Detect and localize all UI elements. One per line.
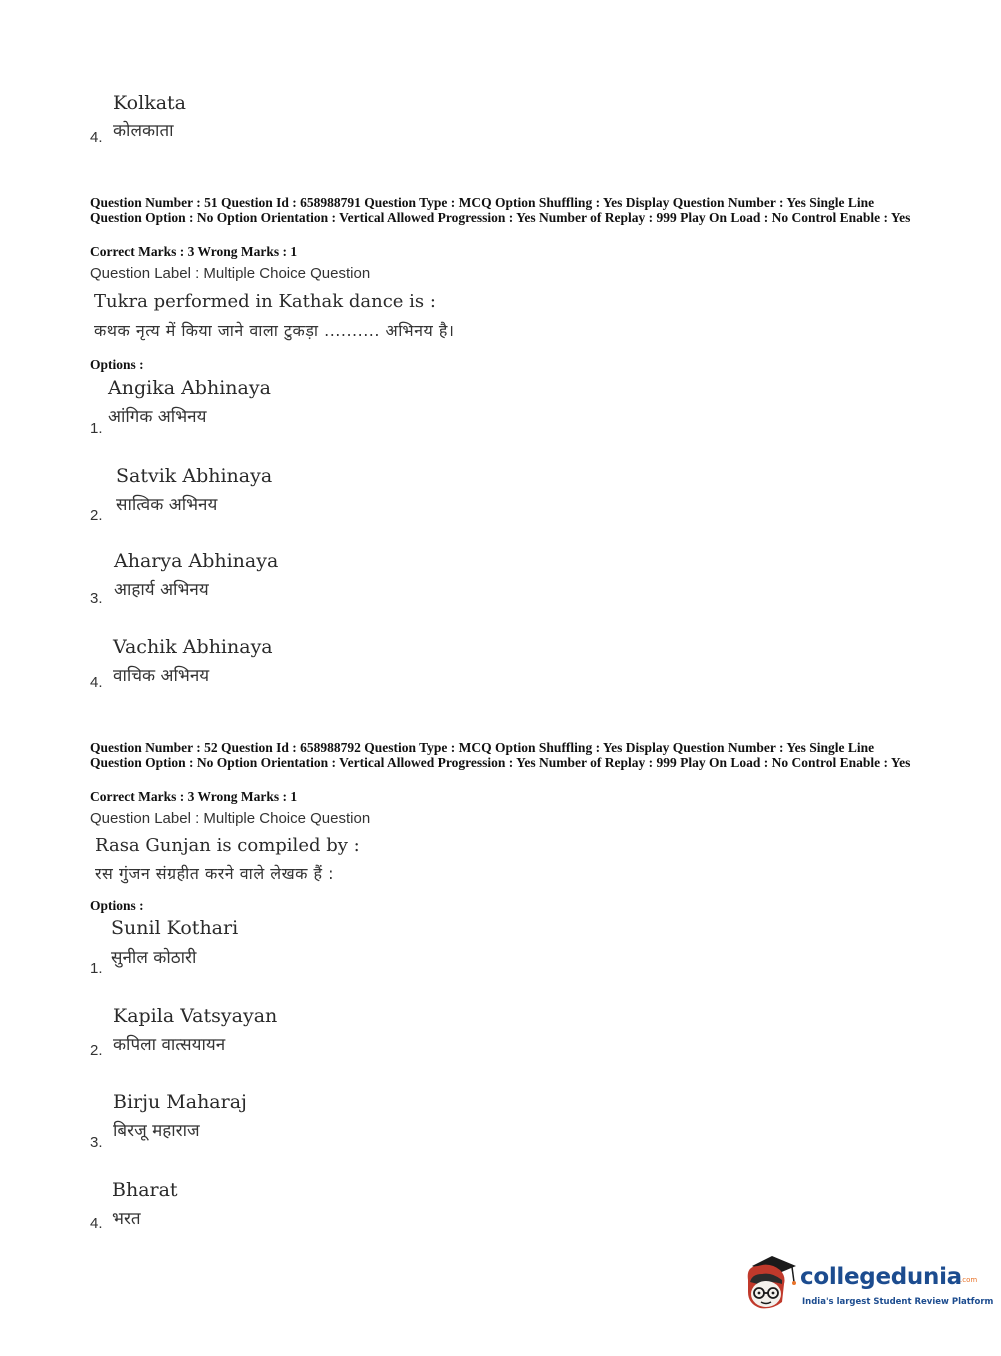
q52-option-2-hi: कपिला वात्सयायन — [113, 1035, 226, 1055]
q52-label: Question Label : Multiple Choice Question — [90, 810, 371, 827]
prev-option-4-en: Kolkata — [113, 92, 187, 114]
q52-option-3-en: Birju Maharaj — [113, 1091, 247, 1113]
collegedunia-logo — [742, 1250, 994, 1316]
q52-option-1-hi: सुनील कोठारी — [111, 948, 197, 968]
q52-option-1-en: Sunil Kothari — [111, 917, 239, 939]
q52-options-heading: Options : — [90, 898, 144, 913]
q52-option-4-en: Bharat — [112, 1179, 178, 1201]
q51-marks: Correct Marks : 3 Wrong Marks : 1 — [90, 244, 298, 259]
q52-option-4-number: 4. — [90, 1215, 103, 1232]
q51-option-1-hi: आंगिक अभिनय — [108, 407, 207, 427]
q51-label: Question Label : Multiple Choice Question — [90, 265, 371, 282]
q51-option-3-number: 3. — [90, 590, 103, 607]
q51-option-2-en: Satvik Abhinaya — [116, 465, 273, 487]
brand-domain-suffix: .com — [960, 1276, 978, 1284]
q52-meta: Question Number : 52 Question Id : 658988792 Question Type : MCQ Option Shuffling : Yes Display Question Number : Yes Single Line Question Option : No Option Orientation : Vertical Allowed Progression : Yes Number of Replay : 999 Play On Load : No Control Enable : Yes — [90, 740, 911, 770]
q51-option-3-hi: आहार्य अभिनय — [114, 580, 209, 600]
prev-option-4-hi: कोलकाता — [113, 121, 174, 141]
q52-option-3-hi: बिरजू महाराज — [113, 1121, 200, 1141]
brand-tagline: India's largest Student Review Platform — [802, 1297, 994, 1307]
q51-option-3-en: Aharya Abhinaya — [114, 550, 279, 572]
q51-option-2-number: 2. — [90, 507, 103, 524]
q51-meta: Question Number : 51 Question Id : 658988791 Question Type : MCQ Option Shuffling : Yes Display Question Number : Yes Single Line Question Option : No Option Orientation : Vertical Allowed Progression : Yes Number of Replay : 999 Play On Load : No Control Enable : Yes — [90, 195, 911, 225]
q51-option-2-hi: सात्विक अभिनय — [116, 495, 218, 515]
q51-option-4-en: Vachik Abhinaya — [113, 636, 273, 658]
q51-option-4-number: 4. — [90, 674, 103, 691]
mascot-icon — [742, 1252, 798, 1314]
q52-option-2-en: Kapila Vatsyayan — [113, 1005, 278, 1027]
q52-option-4-hi: भरत — [112, 1209, 141, 1229]
q51-option-1-number: 1. — [90, 420, 103, 437]
q52-option-3-number: 3. — [90, 1134, 103, 1151]
prev-option-4-number: 4. — [90, 129, 103, 146]
q51-option-4-hi: वाचिक अभिनय — [113, 666, 210, 686]
q52-option-2-number: 2. — [90, 1042, 103, 1059]
q52-marks: Correct Marks : 3 Wrong Marks : 1 — [90, 789, 298, 804]
q51-option-1-en: Angika Abhinaya — [108, 377, 271, 399]
q51-question-en: Tukra performed in Kathak dance is : — [94, 291, 436, 312]
q52-option-1-number: 1. — [90, 960, 103, 977]
q52-question-hi: रस गुंजन संग्रहीत करने वाले लेखक हैं : — [95, 864, 335, 883]
q51-options-heading: Options : — [90, 357, 144, 372]
q51-question-hi: कथक नृत्य में किया जाने वाला टुकड़ा .......... अभिनय है। — [94, 321, 455, 340]
brand-name: collegedunia — [800, 1264, 962, 1290]
q52-question-en: Rasa Gunjan is compiled by : — [95, 835, 360, 856]
